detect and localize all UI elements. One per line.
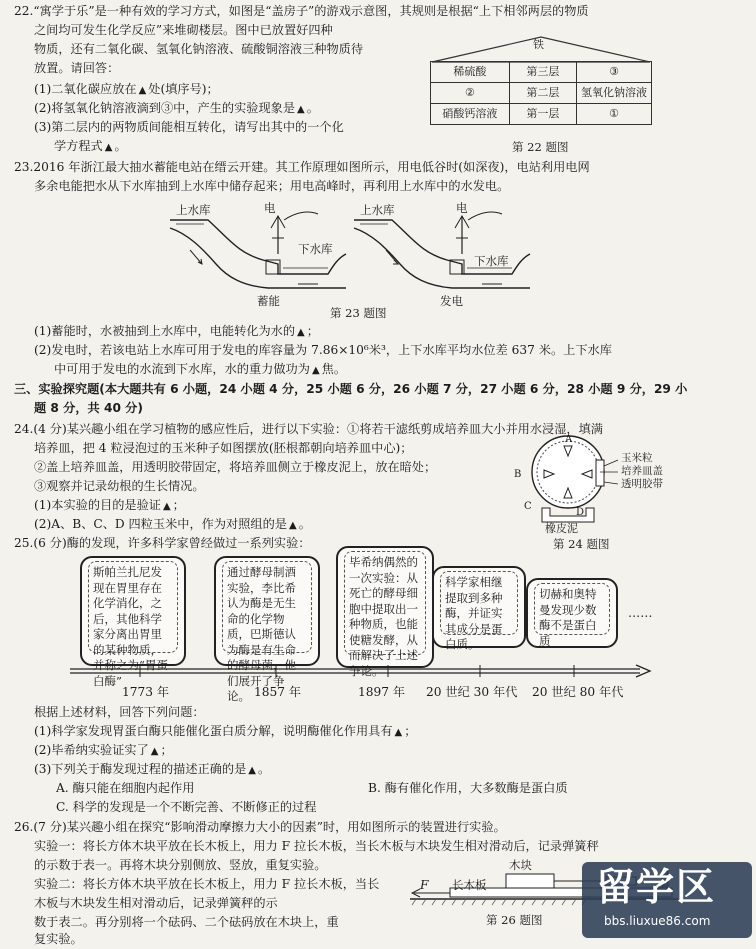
timeline-1980s: 20 世纪 80 年代: [532, 685, 624, 699]
q26-line-1: 26.(7 分)某兴趣小组在探究“影响滑动摩擦力大小的因素”时，用如图所示的装置进行实验。: [14, 820, 506, 834]
q22-sub3b: 学方程式 ▲ 。: [54, 139, 127, 153]
house-table: [430, 61, 652, 125]
enzyme-bubble-1773: 斯帕兰扎尼发现在胃里存在化学消化，之后，其他科学家分离出胃里的某种物质，并称之为“胃蛋白酶”: [80, 556, 186, 666]
house-cell: 第二层: [509, 83, 576, 104]
q24-line-1: 24.(4 分)某兴趣小组在学习植物的感应性后，进行以下实验：①将若干滤纸剪成培养皿大小并用水浸湿，填满: [14, 422, 603, 436]
generate-caption: 发电: [440, 294, 463, 308]
continuation-dots: ……: [628, 606, 653, 620]
q22-sub3a: (3)第二层内的两物质间能相互转化，请写出其中的一个化: [34, 120, 344, 134]
q25-sub1: (1)科学家发现胃蛋白酶只能催化蛋白质分解，说明酶催化作用具有 ▲ ；: [34, 724, 417, 738]
charge-caption: 蓄能: [257, 294, 280, 308]
q24-line-2: 培养皿，把 4 粒浸泡过的玉米种子如图摆放(胚根都朝向培养皿中心)；: [34, 441, 413, 455]
house-cell: ①: [577, 104, 652, 125]
house-cell: ②: [431, 83, 510, 104]
house-cell: 硝酸钙溶液: [431, 104, 510, 125]
q24-line-4: ③观察并记录幼根的生长情况。: [34, 479, 205, 493]
q25-sub3: (3)下列关于酶发现过程的描述正确的是 ▲ 。: [34, 762, 271, 776]
house-cell: ③: [577, 62, 652, 83]
timeline-1857: 1857 年: [254, 685, 302, 699]
q23-caption: 第 23 题图: [330, 306, 387, 320]
clay-label: 橡皮泥: [545, 522, 578, 535]
petri-dish-figure: [520, 430, 630, 530]
enzyme-bubble-1897: 毕希纳偶然的一次实验：从死亡的酵母细胞中提取出一种物质，也能使糖发酵，从而解决了上述争论。: [336, 546, 434, 668]
q26-line-7: 复实验。: [34, 932, 83, 946]
q22-caption: 第 22 题图: [512, 140, 569, 154]
corn-seed-label: 玉米粒: [621, 452, 653, 464]
q22-line-3: 物质，还有二氧化碳、氢氧化钠溶液、硫酸铜溶液三种物质待: [34, 42, 364, 56]
electricity-label: 电: [456, 201, 468, 215]
q24-sub1: (1)本实验的目的是验证 ▲ ；: [34, 498, 185, 512]
section-3-heading-cont: 题 8 分，共 40 分): [34, 401, 143, 415]
answer-blank-marker: ▲: [311, 365, 320, 376]
answer-blank-marker: ▲: [297, 104, 305, 115]
q25-sub2: (2)毕希纳实验证实了 ▲ ；: [34, 743, 173, 757]
q22-sub2: (2)将氢氧化钠溶液滴到③中，产生的实验现象是 ▲ 。: [34, 101, 319, 115]
enzyme-bubble-1980s: 切赫和奥特曼发现少数酶不是蛋白质: [526, 578, 618, 648]
q26-line-4: 实验二：将长方体木块平放在长木板上，用力 F 拉长木板，当长: [34, 877, 380, 891]
answer-blank-marker: ▲: [162, 501, 171, 512]
q26-line-6: 数于表二。再分别将一个砝码、二个砝码放在木块上，重: [34, 915, 339, 929]
answer-blank-marker: ▲: [150, 746, 159, 757]
timeline-arrow: [70, 664, 652, 678]
block-label: 木块: [509, 858, 532, 872]
force-label: F: [420, 878, 429, 892]
q22-line-2: 之间均可发生化学反应”来堆砌楼层。图中已放置好四种: [34, 23, 333, 37]
q26-line-5: 木板与木块发生相对滑动后，记录弹簧秤的示: [34, 896, 278, 910]
dish-label-c: C: [524, 501, 532, 512]
q23-sub2a: (2)发电时，若该电站上水库可用于发电的库容量为 7.86×10⁶米³，上下水库平均水位差 637 米。上下水库: [34, 343, 612, 357]
house-cell: 稀硫酸: [431, 62, 510, 83]
house-row-3: [431, 62, 652, 83]
house-row-2: [431, 83, 652, 104]
timeline-1773: 1773 年: [122, 685, 170, 699]
q26-caption: 第 26 题图: [486, 913, 543, 927]
answer-blank-marker: ▲: [104, 142, 113, 153]
dish-label-d: D: [576, 507, 585, 518]
q23-sub2b: 中可用于发电的水流到下水库，水的重力做功为 ▲ 焦。: [54, 362, 347, 376]
q23-line-1: 23.2016 年浙江最大抽水蓄能电站在缙云开建。其工作原理如图所示，用电低谷时(如深夜)，电站利用电网: [14, 160, 590, 174]
dish-label-b: B: [514, 469, 522, 480]
q25-option-a: A. 酶只能在细胞内起作用: [56, 781, 195, 795]
board-label: 长木板: [452, 878, 487, 892]
tape-label: 透明胶带: [621, 478, 663, 490]
electricity-label: 电: [264, 201, 276, 215]
answer-blank-marker: ▲: [138, 85, 147, 96]
q24-sub2: (2)A、B、C、D 四粒玉米中，作为对照组的是 ▲ 。: [34, 517, 311, 531]
q23-line-2: 多余电能把水从下水库抽到上水库中储存起来；用电高峰时，再利用上水库中的水发电。: [34, 179, 510, 193]
q26-line-3: 的示数于表一。再将木块分别侧放、竖放，重复实验。: [34, 858, 327, 872]
section-3-heading: 三、实验探究题(本大题共有 6 小题，24 小题 4 分，25 小题 6 分，26 小题 7 分，27 小题 6 分，28 小题 9 分，29 小: [14, 382, 688, 396]
lower-reservoir-label: 下水库: [298, 242, 333, 256]
upper-reservoir-label: 上水库: [176, 203, 211, 217]
q22-line-1: 22.“寓学于乐”是一种有效的学习方式，如图是“盖房子”的游戏示意图，其规则是根据“上下相邻两层的物质: [14, 4, 589, 18]
house-row-1: [431, 104, 652, 125]
answer-blank-marker: ▲: [394, 727, 403, 738]
lower-reservoir-label: 下水库: [474, 254, 509, 268]
house-cell: 第一层: [509, 104, 576, 125]
dish-lid-label: 培养皿盖: [621, 465, 663, 477]
house-cell: 氢氧化钠溶液: [577, 83, 652, 104]
q24-line-3: ②盖上培养皿盖，用透明胶带固定，将培养皿侧立于橡皮泥上，放在暗处；: [34, 460, 437, 474]
answer-blank-marker: ▲: [297, 327, 305, 338]
q22-sub1: (1)二氧化碳应放在 ▲ 处(填序号)；: [34, 82, 219, 96]
q25-option-b: B. 酶有催化作用，大多数酶是蛋白质: [368, 781, 568, 795]
answer-blank-marker: ▲: [289, 520, 297, 531]
upper-reservoir-label: 上水库: [360, 203, 395, 217]
dish-label-a: A: [565, 434, 573, 445]
timeline-1930s: 20 世纪 30 年代: [426, 685, 518, 699]
house-cell: 第三层: [509, 62, 576, 83]
timeline-1897: 1897 年: [358, 685, 406, 699]
q25-answer-intro: 根据上述材料，回答下列问题：: [34, 705, 205, 719]
q22-line-4: 放置。请回答：: [34, 61, 120, 75]
q24-caption: 第 24 题图: [553, 537, 610, 551]
q26-line-2: 实验一：将长方体木块平放在长木板上，用力 F 拉长木板，当长木板与木块发生相对滑动后，记录弹簧秤: [34, 839, 599, 853]
enzyme-bubble-1930s: 科学家相继提取到多种酶，并证实其成分是蛋白质。: [432, 566, 526, 648]
watermark-url: bbs.liuxue86.com: [604, 914, 711, 928]
q23-sub1: (1)蓄能时，水被抽到上水库中，电能转化为水的 ▲ ；: [34, 324, 319, 338]
watermark-logo: 留学区: [596, 865, 717, 909]
enzyme-bubble-1857: 通过酵母制酒实验，李比希认为酶是无生命的化学物质，巴斯德认为酶是有生命的酵母菌，他们展开了争论。: [214, 556, 320, 666]
q25-option-c: C. 科学的发现是一个不断完善、不断修正的过程: [56, 800, 317, 814]
answer-blank-marker: ▲: [248, 765, 256, 776]
q25-intro: 25.(6 分)酶的发现，许多科学家曾经做过一系列实验：: [14, 536, 311, 550]
house-roof-label: 铁: [533, 38, 544, 51]
